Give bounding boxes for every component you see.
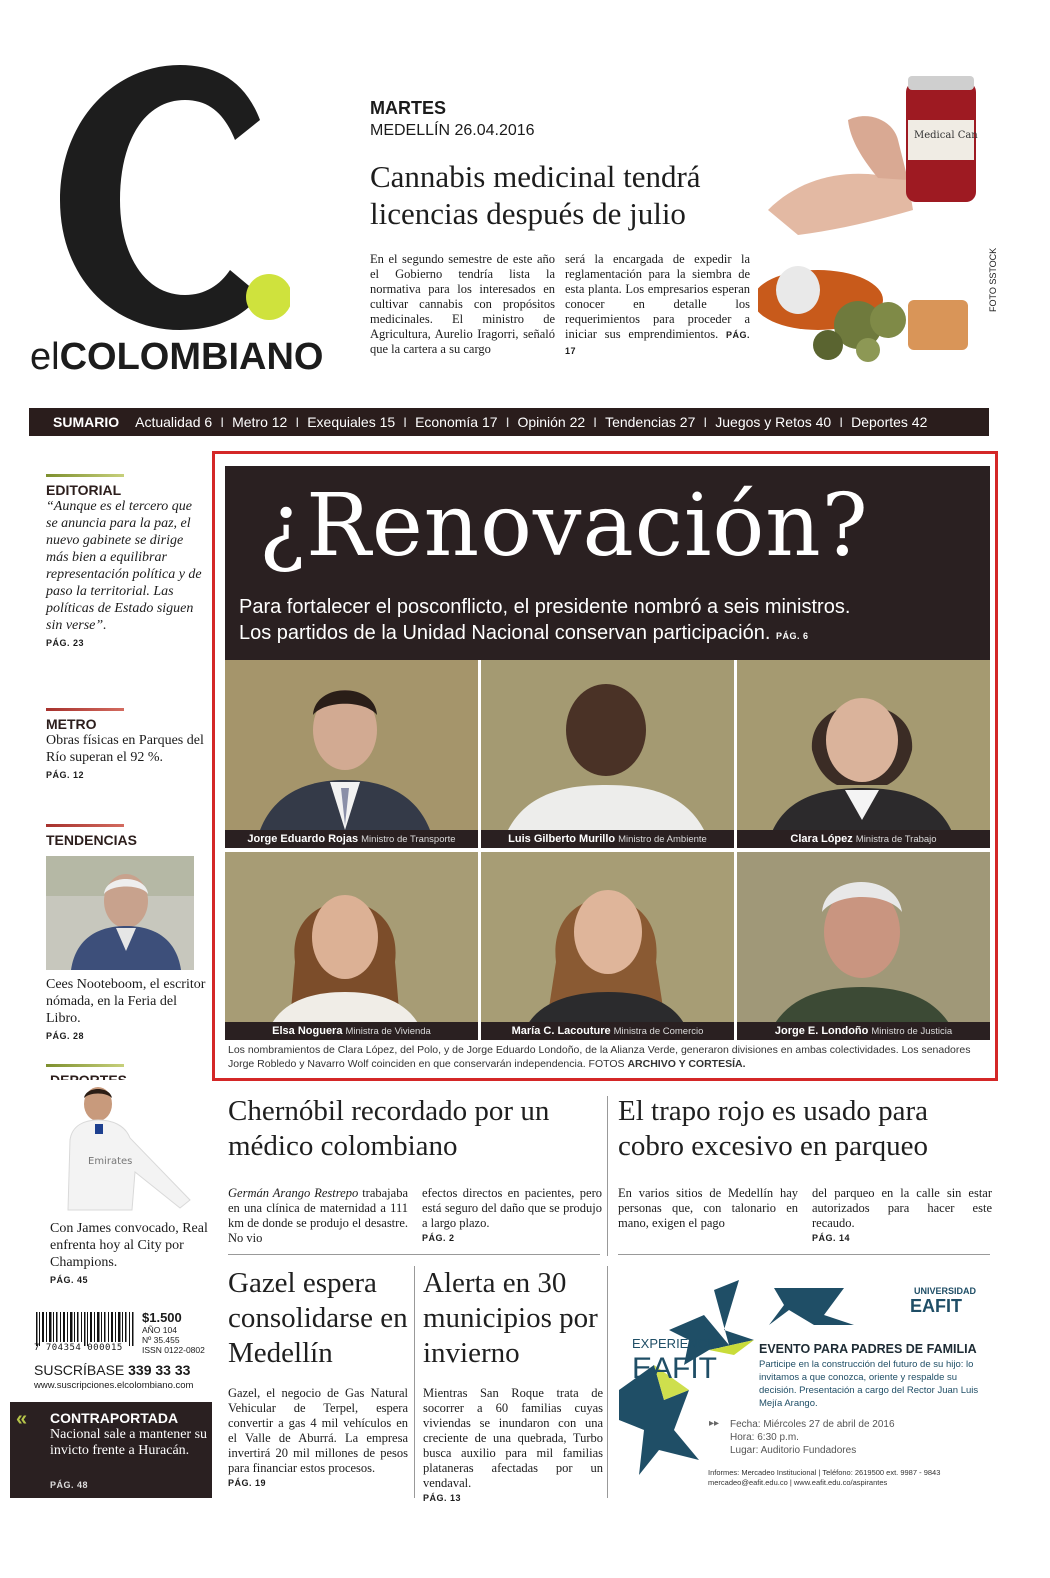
rail-text: Cees Nooteboom, el escritor nómada, en la Feria del Libro. xyxy=(46,977,206,1026)
ad-text: Participe en la construcción del futuro de su hijo: lo invitamos a que conozca, oriente y respalde su decisión. Presentación a cargo del Rector Juan Luis Mejía Arango. xyxy=(759,1359,979,1409)
gazel-body: Gazel, el negocio de Gas Natural Vehicular de Terpel, espera convertir a gas 4 mil vehículos en el Valle de Aburrá. La empresa invertirá 20 mil millones de pesos para financiar estos procesos. PÁG. 19 xyxy=(228,1386,408,1491)
lead-column-1: En el segundo semestre de este año el Gobierno tendría lista la normativa para los interesados en cultivar cannabis con propósitos medicinales. El ministro de Agricultura, Aurelio Iragorri, señaló que la cartera a su cargo xyxy=(370,252,555,356)
minister-caption xyxy=(481,830,734,848)
story-divider xyxy=(228,1254,600,1255)
trapo-headline[interactable]: El trapo rojo es usado para cobro excesivo en parqueo xyxy=(618,1095,929,1162)
trapo-page-ref: PÁG. 14 xyxy=(812,1233,851,1243)
minister-caption xyxy=(737,830,990,848)
column-divider xyxy=(607,1096,608,1256)
column-divider xyxy=(607,1266,608,1498)
sumario-item[interactable]: Opinión 22 xyxy=(517,414,586,430)
rail-text: Con James convocado, Real enfrenta hoy al City por Champions. xyxy=(50,1221,208,1270)
section-rule xyxy=(46,708,124,711)
minister-caption xyxy=(225,830,478,848)
minister-card[interactable] xyxy=(481,660,734,848)
trapo-column-2: del parqueo en la calle sin estar autorizados para hacer este recaudo. PÁG. 14 xyxy=(812,1186,992,1246)
main-page-ref: PÁG. 6 xyxy=(776,631,809,641)
main-headline: ¿Renovación? xyxy=(259,476,869,576)
contraportada-page-ref: PÁG. 48 xyxy=(50,1480,89,1490)
main-hero-box[interactable] xyxy=(225,466,990,660)
eafit-univ-line1: UNIVERSIDAD xyxy=(914,1286,977,1296)
rail-text: Obras físicas en Parques del Río superan el 92 %. xyxy=(46,733,204,765)
sumario-item[interactable]: Juegos y Retos 40 xyxy=(715,414,832,430)
cannabis-photo xyxy=(758,60,990,378)
sumario-item[interactable]: Exequiales 15 xyxy=(307,414,396,430)
story-divider xyxy=(618,1254,990,1255)
minister-role: Ministra de Trabajo xyxy=(855,834,937,845)
sumario-item[interactable]: Deportes 42 xyxy=(851,414,928,430)
rail-deportes-text[interactable] xyxy=(50,1220,210,1285)
rail-title: TENDENCIAS xyxy=(46,832,138,848)
issue-place-date: MEDELLÍN 26.04.2016 xyxy=(370,122,535,139)
minister-card[interactable] xyxy=(225,852,478,1040)
contraportada-box[interactable] xyxy=(10,1402,212,1498)
gazel-headline[interactable]: Gazel espera consolidarse en Medellín xyxy=(228,1267,408,1369)
chernobil-column-2: efectos directos en pacientes, pero está seguro del daño que se produjo a largo plazo. PÁG. 2 xyxy=(422,1186,602,1246)
alerta-page-ref: PÁG. 13 xyxy=(423,1493,462,1503)
minister-card[interactable] xyxy=(737,852,990,1040)
alerta-headline[interactable]: Alerta en 30 municipios por invierno xyxy=(423,1267,598,1369)
minister-photo xyxy=(225,852,478,1040)
ad-contact-info: Informes: Mercadeo Institucional | Teléfono: 2619500 ext. 9987 - 9843 mercadeo@eafit.edu.co | www.eafit.edu.co/aspirantes xyxy=(708,1468,941,1487)
issue-day: MARTES xyxy=(370,98,446,118)
minister-photo xyxy=(737,660,990,848)
ad-title: EVENTO PARA PADRES DE FAMILIA xyxy=(759,1342,977,1356)
minister-name: María C. Lacouture xyxy=(511,1025,611,1037)
rail-page-ref: PÁG. 12 xyxy=(46,770,85,780)
section-rule xyxy=(46,824,124,827)
photo-credit: FOTO SSTOCK xyxy=(988,247,998,312)
chernobil-page-ref: PÁG. 2 xyxy=(422,1233,455,1243)
rail-page-ref: PÁG. 45 xyxy=(50,1275,89,1285)
gazel-page-ref: PÁG. 19 xyxy=(228,1478,267,1488)
sumario-label: SUMARIO xyxy=(53,414,120,430)
experiencia-line1: EXPERIENCIA xyxy=(632,1336,720,1351)
experiencia-line2: EAFIT xyxy=(632,1352,718,1385)
minister-photo xyxy=(481,660,734,848)
minister-caption xyxy=(481,1022,734,1040)
minister-role: Ministro de Justicia xyxy=(871,1026,953,1037)
alerta-body: Mientras San Roque trata de socorrer a 60 familias cuyas viviendas se inundaron con una creciente de una quebrada, Turbo busca auxilio para mil familias plataneras afectadas por un vendaval. PÁG. 13 xyxy=(423,1386,603,1506)
lead-column-2: será la encargada de expedir la reglamentación para la siembra de esta planta. Los empresarios esperan conocer en detalle los requerimientos para proceder a iniciar sus emprendimientos. PÁG. 17 xyxy=(565,252,750,356)
rail-page-ref: PÁG. 23 xyxy=(46,638,85,648)
minister-card[interactable] xyxy=(737,660,990,848)
ministers-grid xyxy=(225,660,990,1040)
bottle-label: Medical Can xyxy=(914,130,978,141)
rail-tendencias[interactable] xyxy=(46,824,206,848)
ad-event-details: Fecha: Miércoles 27 de abril de 2016 Hora: 6:30 p.m. Lugar: Auditorio Fundadores xyxy=(730,1419,895,1456)
contraportada-text: Nacional sale a mantener su invicto frente a Huracán. xyxy=(50,1427,208,1458)
eafit-univ-line2: EAFIT xyxy=(910,1296,962,1316)
minister-role: Ministro de Ambiente xyxy=(618,834,707,845)
minister-role: Ministro de Transporte xyxy=(361,834,456,845)
minister-caption xyxy=(225,1022,478,1040)
minister-caption xyxy=(737,1022,990,1040)
issue-info: AÑO 104 Nº 35.455 ISSN 0122-0802 xyxy=(142,1325,205,1355)
subscribe-url[interactable]: www.suscripciones.elcolombiano.com xyxy=(34,1380,194,1391)
minister-name: Clara López xyxy=(790,833,853,845)
jersey-text: Emirates xyxy=(88,1156,133,1167)
rail-title: EDITORIAL xyxy=(46,482,122,498)
minister-photo xyxy=(225,660,478,848)
rail-metro[interactable] xyxy=(46,708,206,780)
minister-card[interactable] xyxy=(225,660,478,848)
minister-name: Luis Gilberto Murillo xyxy=(508,833,616,845)
section-rule xyxy=(46,1064,124,1067)
rail-tendencias-text[interactable] xyxy=(46,976,206,1041)
minister-card[interactable] xyxy=(481,852,734,1040)
lead-page-ref: PÁG. 17 xyxy=(565,330,750,356)
section-rule xyxy=(46,474,124,477)
sumario-item[interactable]: Tendencias 27 xyxy=(605,414,696,430)
rail-page-ref: PÁG. 28 xyxy=(46,1031,85,1041)
rail-editorial[interactable] xyxy=(46,474,206,648)
double-chevron-left-icon: « xyxy=(16,1408,28,1430)
sumario-bar: SUMARIO Actualidad 6 I Metro 12 I Exequiales 15 I Economía 17 I Opinión 22 I Tendencias 27 I Juegos y Retos 40 I Deportes 42 xyxy=(29,408,989,436)
photo-caption: Los nombramientos de Clara López, del Polo, y de Jorge Eduardo Londoño, de la Alianza Verde, generaron divisiones en ambas colectividades. Los senadores Jorge Robledo y Navarro Wolf coinciden en que conservarán independencia. FOTOS ARCHIVO Y CORTESÍA. xyxy=(228,1044,971,1070)
lead-headline[interactable]: Cannabis medicinal tendrá licencias después de julio xyxy=(370,159,701,231)
main-subhead: Para fortalecer el posconflicto, el presidente nombró a seis ministros. Los partidos de la Unidad Nacional conservan participación. PÁG. 6 xyxy=(239,596,851,644)
trapo-column-1: En varios sitios de Medellín hay personas que, con talonario en mano, exigen el pago xyxy=(618,1186,798,1230)
column-divider xyxy=(414,1266,415,1498)
minister-role: Ministra de Comercio xyxy=(613,1026,704,1037)
contraportada-title: CONTRAPORTADA xyxy=(50,1410,179,1426)
minister-name: Jorge Eduardo Rojas xyxy=(247,833,359,845)
james-photo xyxy=(40,1080,210,1220)
rail-title: METRO xyxy=(46,716,97,732)
sumario-item[interactable]: Actualidad 6 xyxy=(135,414,213,430)
rail-text: “Aunque es el tercero que se anuncia para la paz, el nuevo gabinete se dirige más bien a equilibrar representación política y de paso la territorial. Las políticas de Estado siguen sin verse”. xyxy=(46,499,202,633)
el-colombiano-logo xyxy=(30,40,290,340)
chernobil-headline[interactable]: Chernóbil recordado por un médico colombiano xyxy=(228,1095,550,1162)
subscribe-line[interactable]: SUSCRÍBASE 339 33 33 xyxy=(34,1362,191,1378)
sumario-item[interactable]: Metro 12 xyxy=(232,414,288,430)
barcode-digits: 7 704354 000015 xyxy=(34,1343,123,1353)
minister-name: Jorge E. Londoño xyxy=(774,1025,869,1037)
price: $1.500 xyxy=(142,1310,182,1325)
brand-name: elCOLOMBIANO xyxy=(30,336,324,378)
chernobil-column-1: Germán Arango Restrepo trabajaba en una clínica de maternidad a 111 km de donde se produjo el desastre. No vio xyxy=(228,1186,409,1245)
minister-photo xyxy=(481,852,734,1040)
nooteboom-photo xyxy=(46,856,194,970)
minister-role: Ministra de Vivienda xyxy=(345,1026,431,1037)
play-icon: ▸▸ xyxy=(709,1418,720,1429)
sumario-item[interactable]: Economía 17 xyxy=(415,414,498,430)
eafit-ad[interactable] xyxy=(614,1270,992,1500)
minister-name: Elsa Noguera xyxy=(272,1025,343,1037)
minister-photo xyxy=(737,852,990,1040)
